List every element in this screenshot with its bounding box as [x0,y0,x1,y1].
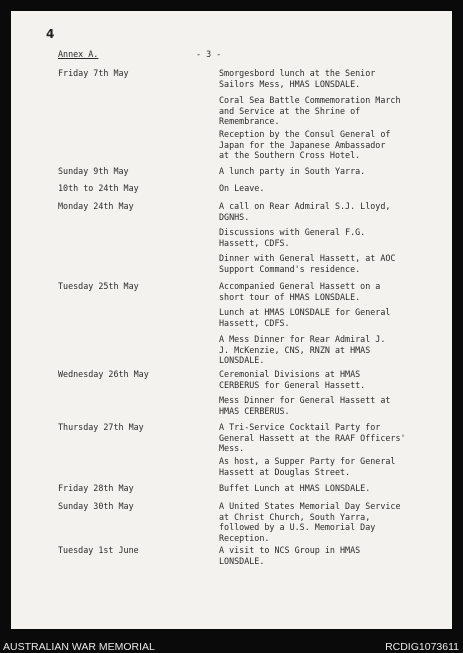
entry-text: Discussions with General F.G. Hassett, CDFS. [219,227,366,248]
entry-date: Monday 24th May [58,201,134,211]
footer-id: RCDIG1073611 [385,641,459,653]
entry-date: Friday 7th May [58,68,129,78]
entry-text: Mess Dinner for General Hassett at HMAS CERBERUS. [219,395,391,416]
handwritten-mark: 4 [46,27,55,41]
entry-text: Lunch at HMAS LONSDALE for General Hassett, CDFS. [219,307,391,328]
entry-text: A Mess Dinner for Rear Admiral J. J. McKenzie, CNS, RNZN at HMAS LONSDALE. [219,334,386,365]
footer-source: AUSTRALIAN WAR MEMORIAL [3,641,155,653]
entry-text: A Tri-Service Cocktail Party for General Hassett at the RAAF Officers' Mess. [219,422,406,453]
page-number: - 3 - [196,49,222,59]
entry-text: Dinner with General Hassett, at AOC Support Command's residence. [219,253,396,274]
entry-date: Thursday 27th May [58,422,144,432]
entry-text: Smorgesbord lunch at the Senior Sailors Mess, HMAS LONSDALE. [219,68,376,89]
entry-date: 10th to 24th May [58,183,139,193]
entry-text: Reception by the Consul General of Japan for the Japanese Ambassador at the Southern Cross Hotel. [219,129,391,160]
entry-text: Ceremonial Divisions at HMAS CERBERUS for General Hassett. [219,369,366,390]
entry-date: Sunday 9th May [58,166,129,176]
entry-text: A call on Rear Admiral S.J. Lloyd, DGNHS. [219,201,391,222]
entry-date: Wednesday 26th May [58,369,149,379]
entry-text: A United States Memorial Day Service at Christ Church, South Yarra, followed by a U.S. Memorial Day Reception. [219,501,401,543]
entry-text: On Leave. [219,183,265,193]
entry-date: Tuesday 25th May [58,281,139,291]
entry-text: As host, a Supper Party for General Hassett at Douglas Street. [219,456,396,477]
entry-text: A lunch party in South Yarra. [219,166,366,176]
entry-text: Coral Sea Battle Commemoration March and Service at the Shrine of Remembrance. [219,95,401,126]
entry-date: Tuesday 1st June [58,545,139,555]
entry-date: Friday 28th May [58,483,134,493]
entry-text: A visit to NCS Group in HMAS LONSDALE. [219,545,361,566]
entry-text: Buffet Lunch at HMAS LONSDALE. [219,483,371,493]
entry-text: Accompanied General Hassett on a short tour of HMAS LONSDALE. [219,281,381,302]
annex-heading: Annex A. [58,49,99,59]
archive-footer [0,629,463,653]
entry-date: Sunday 30th May [58,501,134,511]
